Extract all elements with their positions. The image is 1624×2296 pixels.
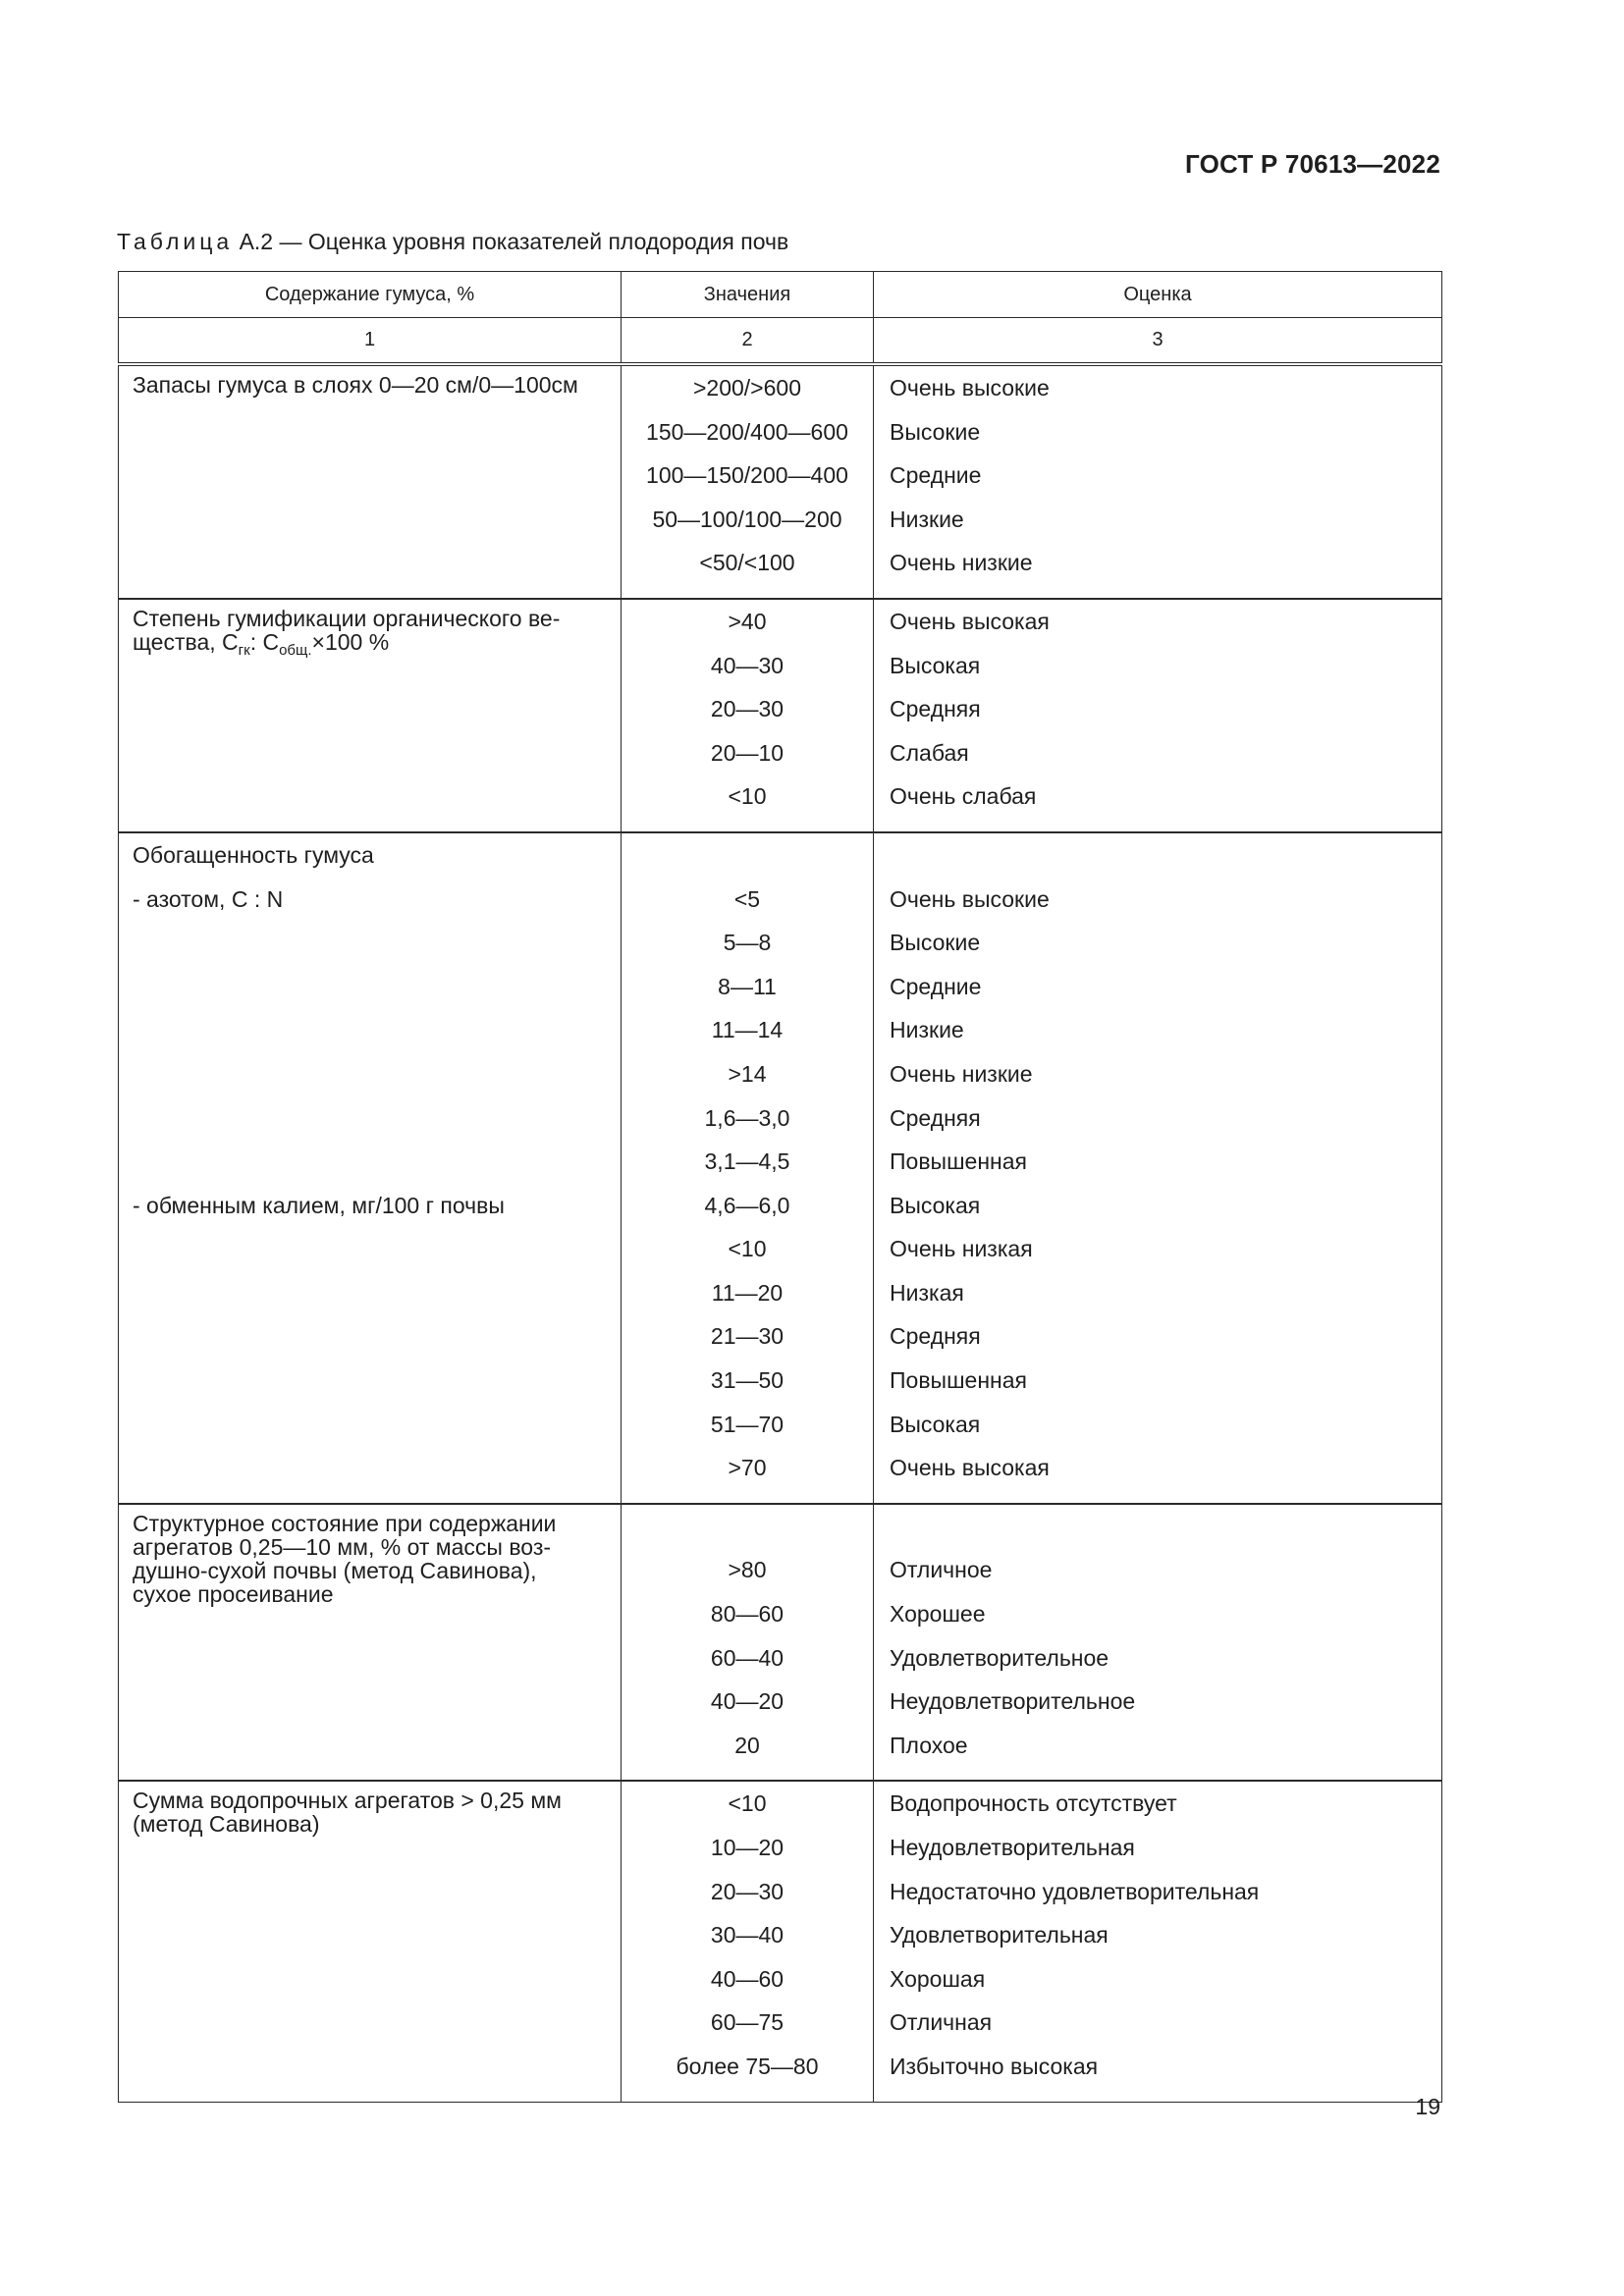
value-item: 100—150/200—400 — [646, 462, 848, 489]
param-cell — [119, 1504, 622, 1782]
values-cell — [622, 364, 874, 599]
grade-item: Слабая — [890, 739, 969, 766]
param-item-nitrogen: - азотом, C : N — [133, 885, 284, 912]
values-cell — [622, 832, 874, 1504]
col-number-1: 1 — [119, 318, 622, 365]
blank-line — [874, 840, 1441, 884]
value-item: <50/<100 — [699, 550, 795, 576]
grade-item: Удовлетворительная — [890, 1922, 1109, 1949]
grade-item: Высокая — [890, 652, 981, 678]
value-item: 20—30 — [710, 1878, 785, 1904]
grade-item: Низкие — [890, 506, 964, 532]
grade-item: Неудовлетворительная — [890, 1835, 1135, 1860]
param-cell — [119, 364, 622, 599]
caption-word: Таблица — [117, 229, 234, 254]
grade-item: Хорошая — [890, 1965, 986, 1992]
value-item: 20 — [734, 1732, 760, 1758]
grades-cell — [874, 364, 1442, 599]
soil-fertility-table — [118, 271, 1442, 2103]
value-item: <10 — [728, 1790, 767, 1817]
value-item: >80 — [728, 1557, 767, 1583]
col-number-2: 2 — [622, 318, 874, 365]
grade-item: Водопрочность отсутствует — [890, 1790, 1177, 1817]
param-cell — [119, 832, 622, 1504]
param-cell — [119, 599, 622, 832]
value-item: 5—8 — [723, 930, 772, 956]
value-item: 50—100/100—200 — [652, 506, 842, 532]
value-item: 1,6—3,0 — [704, 1104, 790, 1131]
param-text-line-2: (метод Савинова) — [133, 1811, 320, 1838]
header-row — [119, 272, 1442, 318]
value-item: 60—40 — [710, 1644, 785, 1671]
param-text-line-2: агрегатов 0,25—10 мм, % от массы воз- — [133, 1533, 552, 1560]
grade-item: Средняя — [890, 1104, 981, 1131]
subscript-total: общ. — [279, 641, 312, 659]
values-cell — [622, 599, 874, 832]
grade-item: Очень высокие — [890, 375, 1050, 400]
grades-cell — [874, 599, 1442, 832]
grades-cell — [874, 1504, 1442, 1782]
value-item: 20—10 — [710, 739, 785, 766]
value-item: 21—30 — [710, 1323, 785, 1350]
table-row-humus-reserves — [119, 364, 1442, 599]
page-number: 19 — [1415, 2094, 1440, 2119]
value-item: >40 — [728, 608, 767, 634]
document-code: ГОСТ Р 70613—2022 — [1185, 149, 1440, 179]
col-header-values: Значения — [622, 272, 874, 318]
grade-item: Средние — [890, 973, 982, 999]
column-number-row — [119, 318, 1442, 365]
grade-item: Низкая — [890, 1279, 964, 1306]
grade-item: Средние — [890, 462, 982, 489]
grade-item: Отличное — [890, 1557, 993, 1583]
grade-item: Высокие — [890, 418, 981, 445]
grade-item: Очень низкие — [890, 1060, 1033, 1087]
param-text-line-1: Степень гумификации органического ве- — [133, 605, 561, 631]
param-text-line-1: Структурное состояние при содержании — [133, 1510, 557, 1536]
grade-item: Средняя — [890, 1323, 981, 1350]
value-item: 8—11 — [718, 973, 777, 999]
blank-line — [874, 1512, 1441, 1556]
grade-item: Хорошее — [890, 1601, 986, 1628]
param-text: Обогащенность гумуса — [133, 841, 374, 868]
value-item: 10—20 — [710, 1835, 785, 1860]
param-text-line-3: душно-сухой почвы (метод Савинова), — [133, 1557, 537, 1583]
col-header-grade: Оценка — [874, 272, 1442, 318]
grades-cell — [874, 1781, 1442, 2102]
table-row-structural-state — [119, 1504, 1442, 1782]
value-item: >70 — [728, 1455, 767, 1481]
table-caption — [117, 229, 788, 255]
value-item: >14 — [728, 1060, 767, 1087]
value-item: 30—40 — [710, 1922, 785, 1949]
param-cell — [119, 1781, 622, 2102]
grade-item: Повышенная — [890, 1367, 1027, 1394]
param-text-line-1: Сумма водопрочных агрегатов > 0,25 мм — [133, 1788, 562, 1814]
param-text: Запасы гумуса в слоях 0—20 см/0—100см — [133, 372, 578, 398]
value-item: 80—60 — [710, 1601, 785, 1628]
value-item: <10 — [728, 1236, 767, 1262]
grade-item: Очень низкие — [890, 550, 1033, 576]
value-item: 150—200/400—600 — [646, 418, 848, 445]
value-item: >200/>600 — [692, 375, 801, 400]
value-item: более 75—80 — [676, 2053, 819, 2079]
grade-item: Высокая — [890, 1192, 981, 1218]
param-text-line-2: щества, $С_{гк}$: $С_{общ.}\times 100$ % — [133, 628, 390, 659]
grade-item: Очень высокие — [890, 885, 1050, 912]
grade-item: Очень слабая — [890, 783, 1037, 810]
table-row-humification — [119, 599, 1442, 832]
values-cell — [622, 1504, 874, 1782]
value-item: 4,6—6,0 — [704, 1192, 790, 1218]
value-item: 40—20 — [710, 1688, 785, 1715]
grade-item: Очень низкая — [890, 1236, 1033, 1262]
blank-line — [622, 1512, 873, 1556]
grade-item: Неудовлетворительное — [890, 1688, 1136, 1715]
param-text-line-4: сухое просеивание — [133, 1580, 334, 1607]
grade-item: Очень высокая — [890, 608, 1050, 634]
table-row-humus-enrichment — [119, 832, 1442, 1504]
grade-item: Отличная — [890, 2009, 993, 2036]
grade-item: Повышенная — [890, 1148, 1027, 1175]
grade-item: Высокие — [890, 930, 981, 956]
param-item-potassium: - обменным калием, мг/100 г почвы — [133, 1192, 505, 1218]
grade-item: Плохое — [890, 1732, 968, 1758]
value-item: 31—50 — [710, 1367, 785, 1394]
grade-item: Высокая — [890, 1411, 981, 1437]
col-header-humus: Содержание гумуса, % — [119, 272, 622, 318]
caption-text: А.2 — Оценка уровня показателей плодородия почв — [239, 229, 789, 254]
subscript-gk: гк — [238, 641, 250, 659]
value-item: 40—60 — [710, 1965, 785, 1992]
value-item: 11—14 — [711, 1017, 784, 1043]
grades-cell — [874, 832, 1442, 1504]
values-cell — [622, 1781, 874, 2102]
table-row-water-stable-aggregates — [119, 1781, 1442, 2102]
value-item: 11—20 — [711, 1279, 784, 1306]
grade-item: Низкие — [890, 1017, 964, 1043]
value-item: <5 — [733, 885, 761, 912]
grade-item: Удовлетворительное — [890, 1644, 1110, 1671]
value-item: 40—30 — [710, 652, 785, 678]
value-item: 60—75 — [710, 2009, 785, 2036]
value-item: 3,1—4,5 — [704, 1148, 790, 1175]
grade-item: Избыточно высокая — [890, 2053, 1099, 2079]
value-item: 20—30 — [710, 696, 785, 722]
value-item: 51—70 — [710, 1411, 785, 1437]
grade-item: Недостаточно удовлетворительная — [890, 1878, 1260, 1904]
col-number-3: 3 — [874, 318, 1442, 365]
blank-line — [622, 840, 873, 884]
value-item: <10 — [728, 783, 767, 810]
grade-item: Очень высокая — [890, 1455, 1050, 1481]
grade-item: Средняя — [890, 696, 981, 722]
